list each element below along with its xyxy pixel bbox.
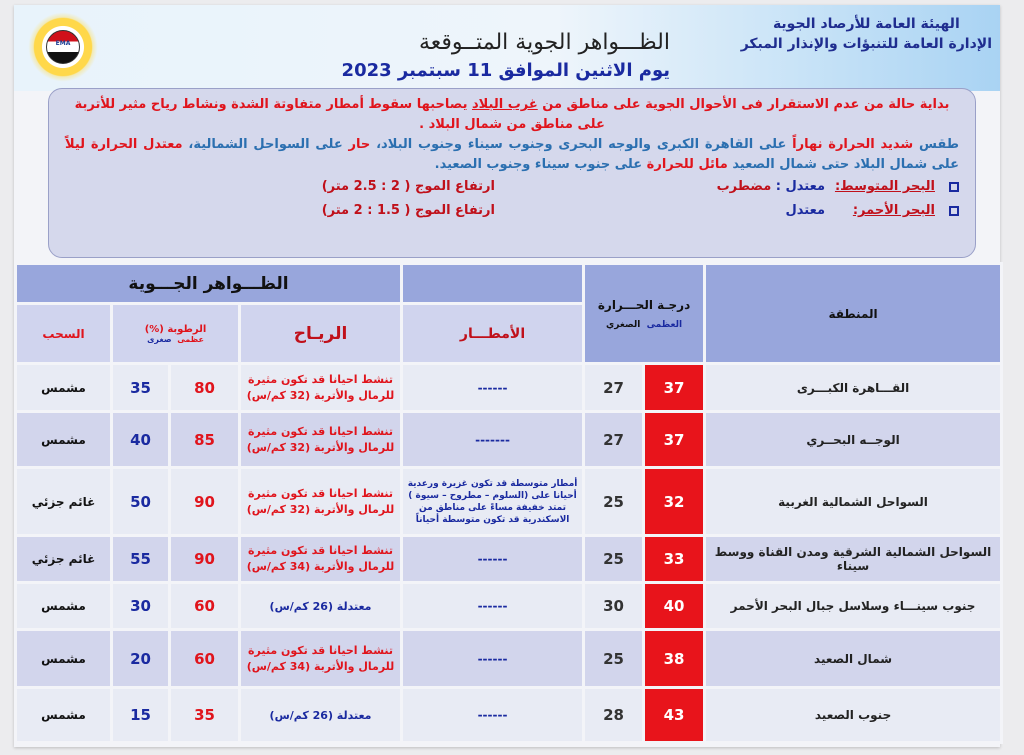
- humidity-max-cell: 60: [170, 630, 240, 688]
- temp-min-cell: 27: [584, 364, 644, 412]
- region-cell: السواحل الشمالية الشرقية ومدن القناة ووسط سيناء: [705, 536, 1002, 583]
- temp-max-cell: 43: [644, 688, 705, 743]
- wind-cell: معتدلة (26 كم/س): [240, 688, 402, 743]
- region-cell: السواحل الشمالية الغربية: [705, 468, 1002, 536]
- humidity-min-cell: 50: [112, 468, 170, 536]
- wind-header: الريـاح: [240, 304, 402, 364]
- region-cell: جنوب الصعيد: [705, 688, 1002, 743]
- humidity-min-cell: 20: [112, 630, 170, 688]
- temp-max-cell: 38: [644, 630, 705, 688]
- humidity-min-cell: 15: [112, 688, 170, 743]
- temp-min-cell: 25: [584, 630, 644, 688]
- table-row: [16, 688, 1002, 743]
- humidity-max-cell: 90: [170, 536, 240, 583]
- temp-min-cell: 30: [584, 583, 644, 630]
- temperature-header: درجـة الحـــرارة العظمى الصغري: [584, 264, 705, 364]
- region-cell: القـــاهرة الكبـــرى: [705, 364, 1002, 412]
- rain-cell: ------: [402, 364, 584, 412]
- temp-max-cell: 40: [644, 583, 705, 630]
- region-header: المنطقة: [705, 264, 1002, 364]
- humidity-max-cell: 60: [170, 583, 240, 630]
- page-title: الظـــواهر الجوية المتــوقعة: [418, 30, 670, 55]
- cloud-cell: مشمس: [16, 412, 112, 468]
- wind-cell: تنشط احيانا قد تكون مثيرة للرمال والأتربة (32 كم/س): [240, 364, 402, 412]
- rain-cell: ------: [402, 536, 584, 583]
- org-line-2: الإدارة العامة للتنبؤات والإنذار المبكر: [740, 36, 992, 52]
- forecast-date: يوم الاثنين الموافق 11 سبتمبر 2023: [341, 60, 670, 81]
- table-row: [16, 412, 1002, 468]
- rain-cell: ------: [402, 688, 584, 743]
- wind-cell: معتدلة (26 كم/س): [240, 583, 402, 630]
- humidity-max-cell: 80: [170, 364, 240, 412]
- summary-box: [48, 88, 976, 258]
- checkbox-icon: [949, 206, 959, 216]
- wind-cell: تنشط احيانا قد تكون مثيرة للرمال والأتربة (32 كم/س): [240, 468, 402, 536]
- temp-min-cell: 25: [584, 468, 644, 536]
- wind-cell: تنشط احيانا قد تكون مثيرة للرمال والأتربة (32 كم/س): [240, 412, 402, 468]
- temp-min-cell: 25: [584, 536, 644, 583]
- table-row: [16, 364, 1002, 412]
- table-row: [16, 536, 1002, 583]
- humidity-max-cell: 85: [170, 412, 240, 468]
- wind-cell: تنشط احيانا قد تكون مثيرة للرمال والأتربة (34 كم/س): [240, 630, 402, 688]
- humidity-min-cell: 40: [112, 412, 170, 468]
- humidity-header: الرطوبة (%) عظمى صغرى: [112, 304, 240, 364]
- wind-cell: تنشط احيانا قد تكون مثيرة للرمال والأتربة (34 كم/س): [240, 536, 402, 583]
- temp-max-cell: 32: [644, 468, 705, 536]
- temp-max-cell: 37: [644, 364, 705, 412]
- humidity-max-cell: 35: [170, 688, 240, 743]
- org-line-1: الهيئة العامة للأرصاد الجوية: [772, 16, 960, 32]
- cloud-cell: غائم جزئي: [16, 468, 112, 536]
- rain-header: الأمطـــار: [402, 304, 584, 364]
- cloud-cell: مشمس: [16, 688, 112, 743]
- humidity-min-cell: 55: [112, 536, 170, 583]
- phenomena-header: الظـــواهر الجـــوية: [16, 264, 402, 304]
- forecast-table: [14, 262, 1003, 744]
- cloud-header: السحب: [16, 304, 112, 364]
- humidity-max-cell: 90: [170, 468, 240, 536]
- rain-cell: ------: [402, 630, 584, 688]
- organization-name: [741, 14, 992, 54]
- table-row: [16, 583, 1002, 630]
- cloud-cell: غائم جزئي: [16, 536, 112, 583]
- cloud-cell: مشمس: [16, 630, 112, 688]
- region-cell: الوجــه البحــري: [705, 412, 1002, 468]
- table-row: [16, 468, 1002, 536]
- region-cell: شمال الصعيد: [705, 630, 1002, 688]
- table-row: [16, 630, 1002, 688]
- cloud-cell: مشمس: [16, 583, 112, 630]
- humidity-min-cell: 35: [112, 364, 170, 412]
- temp-min-cell: 27: [584, 412, 644, 468]
- region-cell: جنوب سينـــاء وسلاسل جبال البحر الأحمر: [705, 583, 1002, 630]
- temp-max-cell: 33: [644, 536, 705, 583]
- summary-temperature: طقس شديد الحرارة نهاراً على القاهرة الكبرى والوجه البحرى وجنوب سيناء وجنوب البلاد، حار على السواحل الشمالية، معتدل الحرارة ليلاً على شمال البلاد حتى شمال الصعيد مائل للحرارة على جنوب سيناء وجنوب الصعيد.: [65, 137, 959, 172]
- rain-cell: ------: [402, 583, 584, 630]
- temp-min-cell: 28: [584, 688, 644, 743]
- humidity-min-cell: 30: [112, 583, 170, 630]
- rain-cell: -------: [402, 412, 584, 468]
- temp-max-cell: 37: [644, 412, 705, 468]
- ema-logo: EMA: [28, 12, 98, 82]
- sea-mediterranean: البحر المتوسط: معتدل : مضطرب ارتفاع الموج ( 2 : 2.5 متر): [65, 175, 959, 199]
- rain-cell: أمطار متوسطة قد تكون غزيرة ورعدية أحيانا على (السلوم – مطروح – سيوة ) تمتد خفيفة مساءً على مناطق من الاسكندرية قد تكون متوسطة أحياناً: [402, 468, 584, 536]
- cloud-cell: مشمس: [16, 364, 112, 412]
- sea-red: البحر الأحمر: معتدل ارتفاع الموج ( 1.5 : 2 متر): [65, 199, 959, 223]
- summary-warning: بداية حالة من عدم الاستقرار فى الأحوال الجوية على مناطق من غرب البلاد يصاحبها سقوط أمطار متفاوتة الشدة ونشاط رياح مثير للأتربة على مناطق من شمال البلاد .: [74, 97, 950, 132]
- checkbox-icon: [949, 182, 959, 192]
